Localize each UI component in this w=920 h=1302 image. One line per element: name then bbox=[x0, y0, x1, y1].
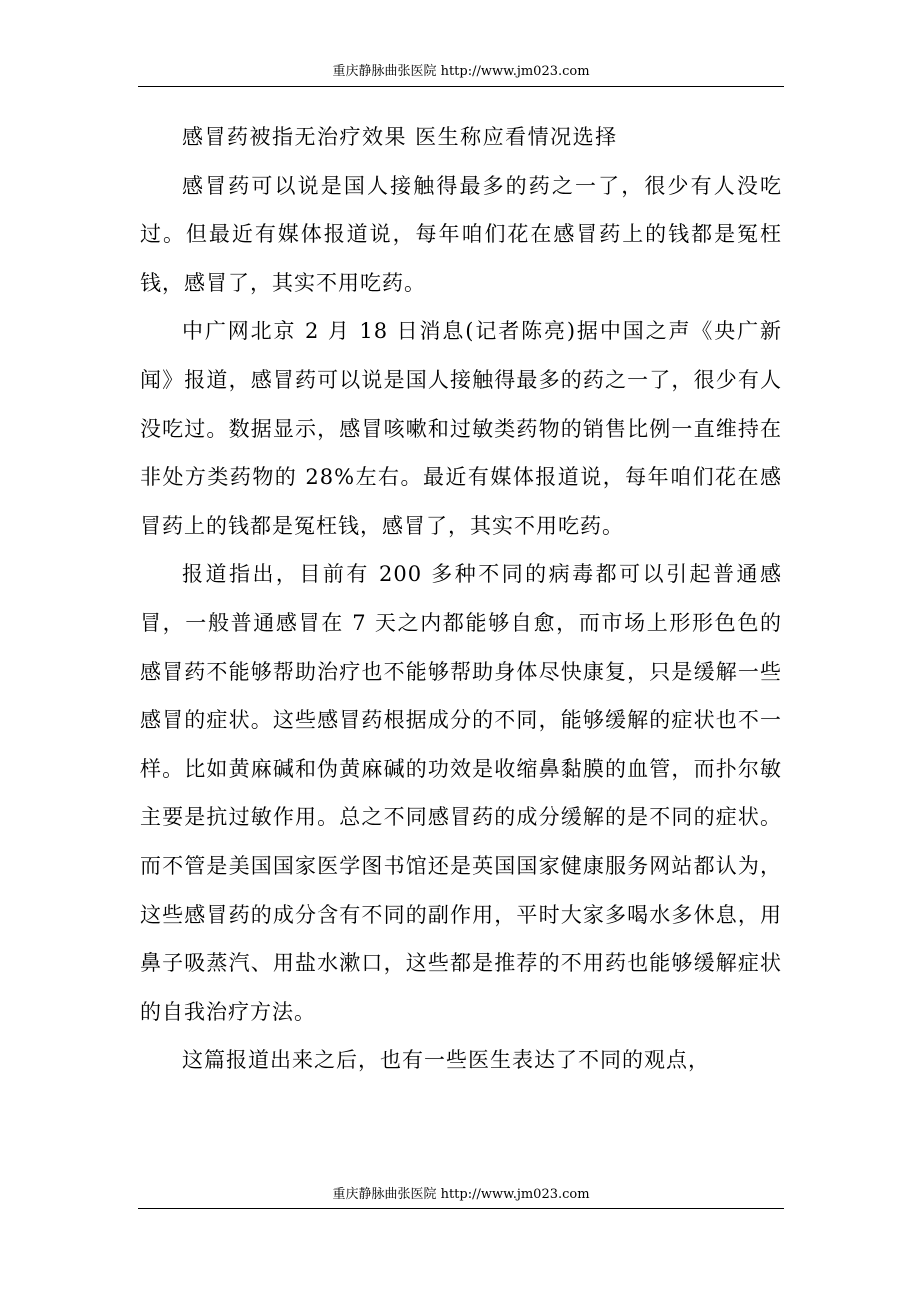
article-paragraph-3: 报道指出，目前有 200 多种不同的病毒都可以引起普通感冒，一般普通感冒在 7 天之内都能够自愈，而市场上形形色色的感冒药不能够帮助治疗也不能够帮助身体尽快康复，只是缓解一些感冒的症状。这些感冒药根据成分的不同，能够缓解的症状也不一样。比如黄麻碱和伪黄麻碱的功效是收缩鼻黏膜的血管，而扑尔敏主要是抗过敏作用。总之不同感冒药的成分缓解的是不同的症状。而不管是美国国家医学图书馆还是英国国家健康服务网站都认为，这些感冒药的成分含有不同的副作用，平时大家多喝水多休息，用鼻子吸蒸汽、用盐水漱口，这些都是推荐的不用药也能够缓解症状的自我治疗方法。 bbox=[140, 562, 782, 1024]
article-paragraph-1: 感冒药可以说是国人接触得最多的药之一了，很少有人没吃过。但最近有媒体报道说，每年咱们花在感冒药上的钱都是冤枉钱，感冒了，其实不用吃药。 bbox=[140, 173, 782, 295]
page-footer: 重庆静脉曲张医院 http://www.jm023.com bbox=[332, 1187, 590, 1202]
article-paragraph-2: 中广网北京 2 月 18 日消息(记者陈亮)据中国之声《央广新闻》报道，感冒药可以说是国人接触得最多的药之一了，很少有人没吃过。数据显示，感冒咳嗽和过敏类药物的销售比例一直维持在非处方类药物的 28%左右。最近有媒体报道说，每年咱们花在感冒药上的钱都是冤枉钱，感冒了，其实不用吃药。 bbox=[140, 319, 782, 538]
header-divider bbox=[138, 86, 784, 87]
article-paragraph-4: 这篇报道出来之后，也有一些医生表达了不同的观点， bbox=[182, 1048, 710, 1073]
footer-divider bbox=[138, 1208, 784, 1209]
page-header: 重庆静脉曲张医院 http://www.jm023.com bbox=[332, 64, 590, 79]
article-title: 感冒药被指无治疗效果 医生称应看情况选择 bbox=[182, 125, 618, 149]
article-body bbox=[140, 113, 782, 1178]
